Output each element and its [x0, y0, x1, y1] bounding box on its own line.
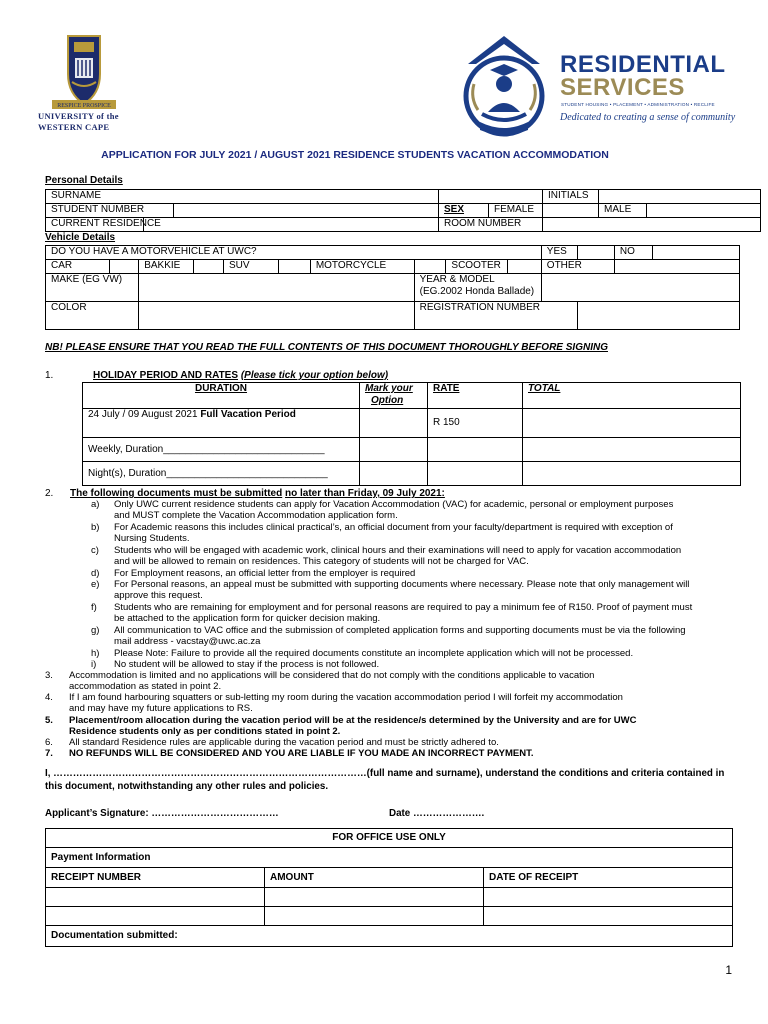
student-number-label: STUDENT NUMBER [46, 204, 174, 218]
list-line: i) [91, 659, 97, 670]
amount-header: AMOUNT [265, 868, 484, 888]
list-line: Only UWC current residence students can apply for Vacation Accommodation (VAC) for academic, personal or employment purposes [114, 499, 674, 510]
female-checkbox[interactable] [543, 204, 599, 218]
full-period-total[interactable] [523, 409, 741, 438]
scooter-label: SCOOTER [446, 260, 507, 274]
documents-heading: The following documents must be submitted no later than Friday, 09 July 2021: [70, 488, 445, 499]
list-line: Students who are remaining for employment and for personal reasons are required to pay a minimum fee of R150. Proof of payment must [114, 602, 693, 613]
surname-field[interactable] [439, 190, 543, 204]
bakkie-checkbox[interactable] [194, 260, 224, 274]
list-line: If I am found harbouring squatters or sub-letting my room during the vacation accommodation period I will forfeit my accommodation [69, 692, 623, 703]
list-line: and will be allowed to remain on residences. This category of students will not be charged for VAC. [114, 556, 529, 567]
suv-label: SUV [223, 260, 278, 274]
nights-total[interactable] [523, 462, 741, 486]
crest-motto: RESPICE PROSPICE [57, 103, 111, 109]
section-1-number: 1. [45, 370, 54, 381]
current-residence-label: CURRENT RESIDENCE [46, 218, 144, 232]
car-checkbox[interactable] [109, 260, 139, 274]
make-label: MAKE (EG VW) [46, 274, 139, 302]
residential-services-logo [460, 34, 548, 140]
year-model-field[interactable] [541, 274, 739, 302]
student-number-field[interactable] [174, 204, 439, 218]
date-of-receipt-header: DATE OF RECEIPT [484, 868, 733, 888]
male-checkbox[interactable] [647, 204, 761, 218]
page-number: 1 [725, 963, 732, 977]
list-line: Please Note: Failure to provide all the required documents constitute an incomplete application which will not be processed. [114, 648, 634, 659]
list-line: All standard Residence rules are applicable during the vacation period and must be strictly adhered to. [69, 737, 499, 748]
surname-label: SURNAME [46, 190, 439, 204]
list-line: a) [91, 499, 100, 510]
weekly-rate [428, 438, 523, 462]
yes-checkbox[interactable] [577, 246, 614, 260]
list-line: mail address - vacstay@uwc.ac.za [114, 636, 261, 647]
nights-rate [428, 462, 523, 486]
personal-details-table [45, 189, 761, 232]
receipt-number-field[interactable] [46, 888, 265, 907]
motorcycle-label: MOTORCYCLE [310, 260, 414, 274]
list-line: 7. [45, 748, 53, 759]
receipt-number-field[interactable] [46, 907, 265, 926]
list-line: f) [91, 602, 97, 613]
color-field[interactable] [139, 302, 414, 330]
brand-subtitle: STUDENT HOUSING • PLACEMENT • ADMINISTRATION • RECLIFE [561, 102, 715, 107]
document-title: APPLICATION FOR JULY 2021 / AUGUST 2021 RESIDENCE STUDENTS VACATION ACCOMMODATION [101, 149, 609, 161]
conditions-list [0, 670, 768, 760]
other-label: OTHER [541, 260, 614, 274]
full-period-row: 24 July / 09 August 2021 Full Vacation Period [83, 409, 360, 438]
list-line: 5. [45, 715, 53, 726]
list-line: Placement/room allocation during the vacation period will be at the residence/s determined by the University and are for UWC [69, 715, 637, 726]
no-checkbox[interactable] [653, 246, 740, 260]
amount-field[interactable] [265, 907, 484, 926]
list-line: c) [91, 545, 99, 556]
make-field[interactable] [139, 274, 414, 302]
initials-label: INITIALS [543, 190, 599, 204]
amount-field[interactable] [265, 888, 484, 907]
list-line: and MUST complete the Vacation Accommodation application form. [114, 510, 398, 521]
weekly-duration[interactable]: Weekly, Duration_____________________________ [83, 438, 360, 462]
list-line: Residence students only as per conditions stated in point 2. [69, 726, 341, 737]
personal-details-heading: Personal Details [45, 175, 123, 186]
list-line: Accommodation is limited and no applications will be considered that do not comply with the conditions applicable to vacation [69, 670, 595, 681]
weekly-mark[interactable] [360, 438, 428, 462]
nights-duration[interactable]: Night(s), Duration_____________________________ [83, 462, 360, 486]
col-rate: RATE [428, 383, 523, 409]
list-line: g) [91, 625, 100, 636]
list-line: 3. [45, 670, 53, 681]
list-line: b) [91, 522, 100, 533]
signature-date[interactable]: Date …………………. [389, 808, 485, 819]
holiday-heading: HOLIDAY PERIOD AND RATES (Please tick your option below) [93, 370, 389, 381]
yes-label: YES [541, 246, 577, 260]
vehicle-details-table [45, 245, 740, 330]
documentation-submitted[interactable]: Documentation submitted: [46, 926, 733, 947]
brand-title-services: SERVICES [560, 74, 685, 101]
applicant-signature[interactable]: Applicant’s Signature: ………………………………… [45, 808, 279, 819]
list-line: 6. [45, 737, 53, 748]
bakkie-label: BAKKIE [139, 260, 194, 274]
office-use-heading: FOR OFFICE USE ONLY [46, 829, 733, 848]
list-line: 4. [45, 692, 53, 703]
col-duration: DURATION [83, 383, 360, 409]
list-line: e) [91, 579, 100, 590]
weekly-total[interactable] [523, 438, 741, 462]
declaration-line-2: this document, notwithstanding any other rules and policies. [45, 781, 329, 792]
list-line: h) [91, 648, 100, 659]
declaration-line-1[interactable]: I, ……………………………………………………………………………………(full name and surname), understand the conditions and criteria contained in [45, 768, 725, 779]
list-line: All communication to VAC office and the submission of completed application forms and supporting documents must be via the following [114, 625, 686, 636]
car-label: CAR [46, 260, 110, 274]
col-mark-option: Mark your Option [360, 383, 428, 409]
list-line: be attached to the application form for quicker decision making. [114, 613, 381, 624]
col-total: TOTAL [523, 383, 741, 409]
holiday-rates-table [82, 382, 741, 486]
motorcycle-checkbox[interactable] [414, 260, 446, 274]
list-line: NO REFUNDS WILL BE CONSIDERED AND YOU ARE LIABLE IF YOU MADE AN INCORRECT PAYMENT. [69, 748, 534, 759]
list-line: No student will be allowed to stay if the process is not followed. [114, 659, 380, 670]
list-line: d) [91, 568, 100, 579]
full-period-mark[interactable] [360, 409, 428, 438]
sex-label: SEX [439, 204, 489, 218]
scooter-checkbox[interactable] [507, 260, 541, 274]
list-line: approve this request. [114, 590, 203, 601]
list-line: For Employment reasons, an official letter from the employer is required [114, 568, 416, 579]
date-of-receipt-field[interactable] [484, 888, 733, 907]
female-label: FEMALE [489, 204, 543, 218]
list-line: Students who will be engaged with academic work, clinical hours and their examinations will need to apply for vacation accommodation [114, 545, 682, 556]
full-period-rate: R 150 [428, 409, 523, 438]
room-number-label: ROOM NUMBER [439, 218, 543, 232]
university-name: UNIVERSITY of the WESTERN CAPE [38, 111, 119, 132]
motorvehicle-question: DO YOU HAVE A MOTORVEHICLE AT UWC? [46, 246, 542, 260]
vehicle-details-heading: Vehicle Details [45, 232, 116, 243]
payment-information-label: Payment Information [46, 848, 733, 868]
nb-notice: NB! PLEASE ENSURE THAT YOU READ THE FULL CONTENTS OF THIS DOCUMENT THOROUGHLY BEFORE SIGNING [45, 342, 608, 353]
office-use-table [45, 828, 733, 947]
documents-list [0, 499, 768, 669]
male-label: MALE [599, 204, 647, 218]
list-line: accommodation as stated in point 2. [69, 681, 222, 692]
section-2-number: 2. [45, 488, 54, 499]
receipt-number-header: RECEIPT NUMBER [46, 868, 265, 888]
color-label: COLOR [46, 302, 139, 330]
list-line: and may have my future applications to RS. [69, 703, 253, 714]
brand-tagline: Dedicated to creating a sense of community [560, 112, 736, 123]
other-field[interactable] [614, 260, 739, 274]
room-number-field[interactable] [543, 218, 761, 232]
current-residence-field[interactable] [144, 218, 439, 232]
brand-title-residential: RESIDENTIAL [560, 51, 726, 78]
suv-checkbox[interactable] [279, 260, 311, 274]
list-line: For Academic reasons this includes clinical practical’s, an official document from your faculty/department is required with exception of [114, 522, 673, 533]
nights-mark[interactable] [360, 462, 428, 486]
list-line: For Personal reasons, an appeal must be submitted with supporting documents where necessary. Please note that only management will [114, 579, 690, 590]
list-line: Nursing Students. [114, 533, 190, 544]
date-of-receipt-field[interactable] [484, 907, 733, 926]
no-label: NO [614, 246, 652, 260]
initials-field[interactable] [599, 190, 761, 204]
registration-label: REGISTRATION NUMBER [414, 302, 577, 330]
year-model-label: YEAR & MODEL (EG.2002 Honda Ballade) [414, 274, 541, 302]
registration-field[interactable] [577, 302, 739, 330]
